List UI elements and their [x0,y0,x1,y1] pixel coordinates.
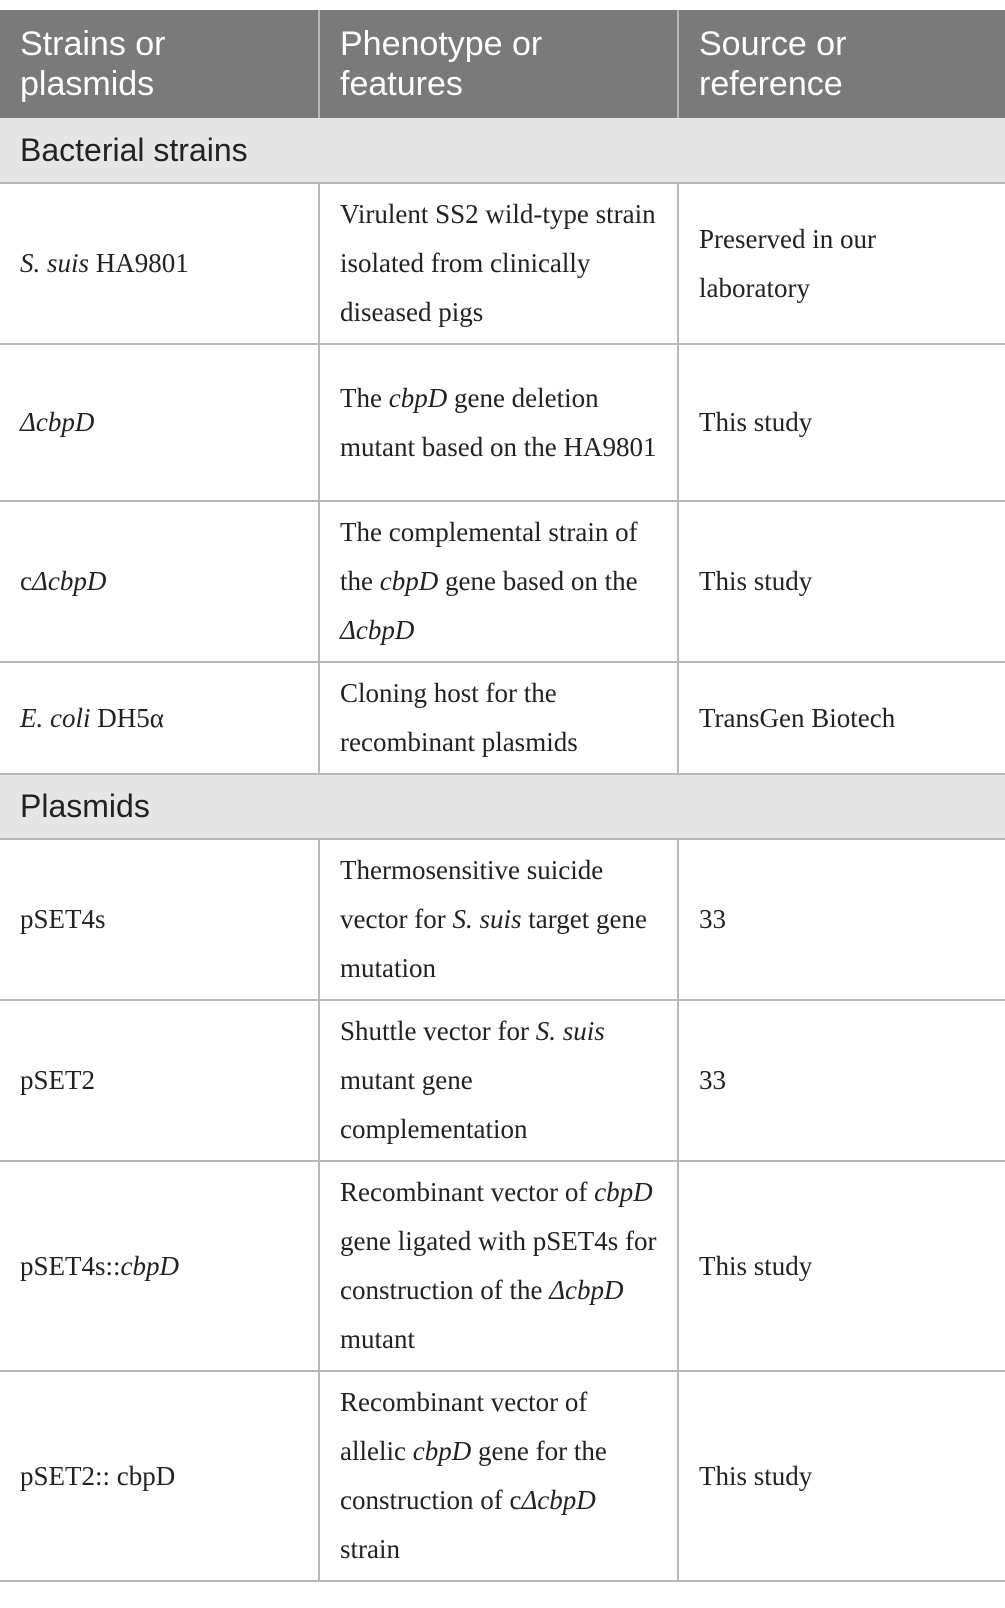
strain-name: S. suis HA9801 [0,183,319,344]
table-row [0,344,1005,501]
strains-plasmids-table [0,10,1005,1582]
header-phenotype: Phenotype or features [319,10,678,118]
source-cell: This study [678,344,1005,501]
header-source: Source or reference [678,10,1005,118]
section-label-plasmids: Plasmids [0,774,1005,839]
strain-name: pSET2 [0,1000,319,1161]
strain-name: cΔcbpD [0,501,319,662]
strain-name: E. coli DH5α [0,662,319,774]
strain-name: pSET2:: cbpD [0,1371,319,1581]
table-row [0,183,1005,344]
table-row [0,1161,1005,1371]
phenotype-cell: Thermosensitive suicide vector for S. suis target gene mutation [319,839,678,1000]
table-row [0,662,1005,774]
phenotype-cell: Shuttle vector for S. suis mutant gene complementation [319,1000,678,1161]
table-row [0,839,1005,1000]
source-cell: 33 [678,839,1005,1000]
phenotype-cell: Virulent SS2 wild-type strain isolated from clinically diseased pigs [319,183,678,344]
phenotype-cell: Cloning host for the recombinant plasmids [319,662,678,774]
section-label-bacterial: Bacterial strains [0,118,1005,183]
section-row-bacterial [0,118,1005,183]
table-row [0,1371,1005,1581]
phenotype-cell: Recombinant vector of cbpD gene ligated with pSET4s for construction of the ΔcbpD mutant [319,1161,678,1371]
section-row-plasmids [0,774,1005,839]
phenotype-cell: The complemental strain of the cbpD gene based on the ΔcbpD [319,501,678,662]
phenotype-cell: The cbpD gene deletion mutant based on the HA9801 [319,344,678,501]
source-cell: This study [678,1161,1005,1371]
table-row [0,1000,1005,1161]
source-cell: 33 [678,1000,1005,1161]
strain-name: pSET4s::cbpD [0,1161,319,1371]
source-cell: TransGen Biotech [678,662,1005,774]
source-cell: This study [678,501,1005,662]
source-cell: This study [678,1371,1005,1581]
strain-name: ΔcbpD [0,344,319,501]
table-header-row [0,10,1005,118]
phenotype-cell: Recombinant vector of allelic cbpD gene for the construction of cΔcbpD strain [319,1371,678,1581]
source-cell: Preserved in our laboratory [678,183,1005,344]
table-row [0,501,1005,662]
header-strains: Strains or plasmids [0,10,319,118]
strain-name: pSET4s [0,839,319,1000]
